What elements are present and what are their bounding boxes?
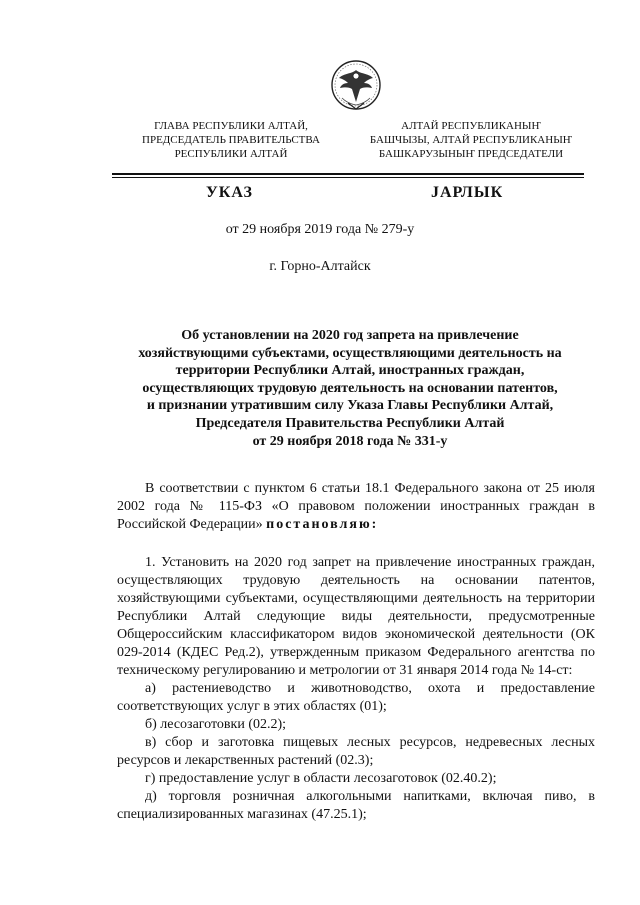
doc-type-russian: УКАЗ: [206, 184, 253, 201]
header-divider-thin: [112, 177, 584, 178]
title-line: от 29 ноября 2018 года № 331-у: [252, 433, 448, 449]
document-title: [110, 327, 590, 450]
coat-of-arms-icon: [330, 58, 382, 116]
header-right-line: БАШКАРУЗЫНЫҤ ПРЕДСЕДАТЕЛИ: [378, 148, 564, 160]
header-right-line: БАШЧЫЗЫ, АЛТАЙ РЕСПУБЛИКАНЫҤ: [369, 134, 573, 146]
clause-paragraph: 1. Установить на 2020 год запрет на привлечение иностранных граждан, осуществляющих трудовую деятельность на основании патентов, хозяйствующими субъектами, осуществляющими деятельность на территории Республики Алтай следующие виды деятельности, предусмотренные Общероссийским классификатором видов экономической деятельности (ОК 029-2014 (КДЕС Ред.2), утвержденным приказом Федерального агентства по техническому регулированию и метрологии от 31 января 2014 года № 14-ст:: [117, 555, 595, 678]
header-right-line: АЛТАЙ РЕСПУБЛИКАНЫҤ: [401, 120, 541, 132]
document-date: от 29 ноября 2019 года № 279-у: [225, 222, 415, 237]
document-body: [117, 480, 595, 824]
list-item: г) предоставление услуг в области лесозаготовок (02.40.2);: [145, 771, 497, 786]
header-left-line: ГЛАВА РЕСПУБЛИКИ АЛТАЙ,: [154, 120, 308, 132]
list-item: в) сбор и заготовка пищевых лесных ресурсов, недревесных лесных ресурсов и лекарственных растений (02.3);: [117, 735, 595, 768]
title-line: хозяйствующими субъектами, осуществляющими деятельность на: [138, 345, 562, 361]
title-line: Председателя Правительства Республики Алтай: [195, 415, 505, 431]
header-divider-thick: [112, 173, 584, 175]
title-line: территории Республики Алтай, иностранных граждан,: [175, 363, 525, 379]
list-item: д) торговля розничная алкогольными напитками, включая пиво, в специализированных магазинах (47.25.1);: [117, 789, 595, 822]
list-item: а) растениеводство и животноводство, охота и предоставление соответствующих услуг в этих областях (01);: [117, 681, 595, 714]
preamble-emphasis: постановляю:: [266, 517, 379, 532]
preamble-text: В соответствии с пунктом 6 статьи 18.1 Федерального закона от 25 июля 2002 года № 115-ФЗ «О правовом положении иностранных граждан в Российской Федерации»: [117, 481, 595, 532]
header-right: [360, 119, 582, 161]
header-left: [112, 119, 350, 161]
header-left-line: РЕСПУБЛИКИ АЛТАЙ: [174, 148, 288, 160]
title-line: Об установлении на 2020 год запрета на привлечение: [181, 328, 519, 343]
list-item: б) лесозаготовки (02.2);: [145, 717, 287, 732]
title-line: осуществляющих трудовую деятельность на основании патентов,: [142, 380, 558, 396]
title-line: и признании утратившим силу Указа Главы Республики Алтай,: [146, 398, 554, 414]
preamble-paragraph: [117, 480, 595, 534]
document-city: г. Горно-Алтайск: [269, 259, 371, 274]
doc-type-altai: JАРЛЫК: [431, 184, 504, 201]
header-left-line: ПРЕДСЕДАТЕЛЬ ПРАВИТЕЛЬСТВА: [142, 134, 320, 146]
